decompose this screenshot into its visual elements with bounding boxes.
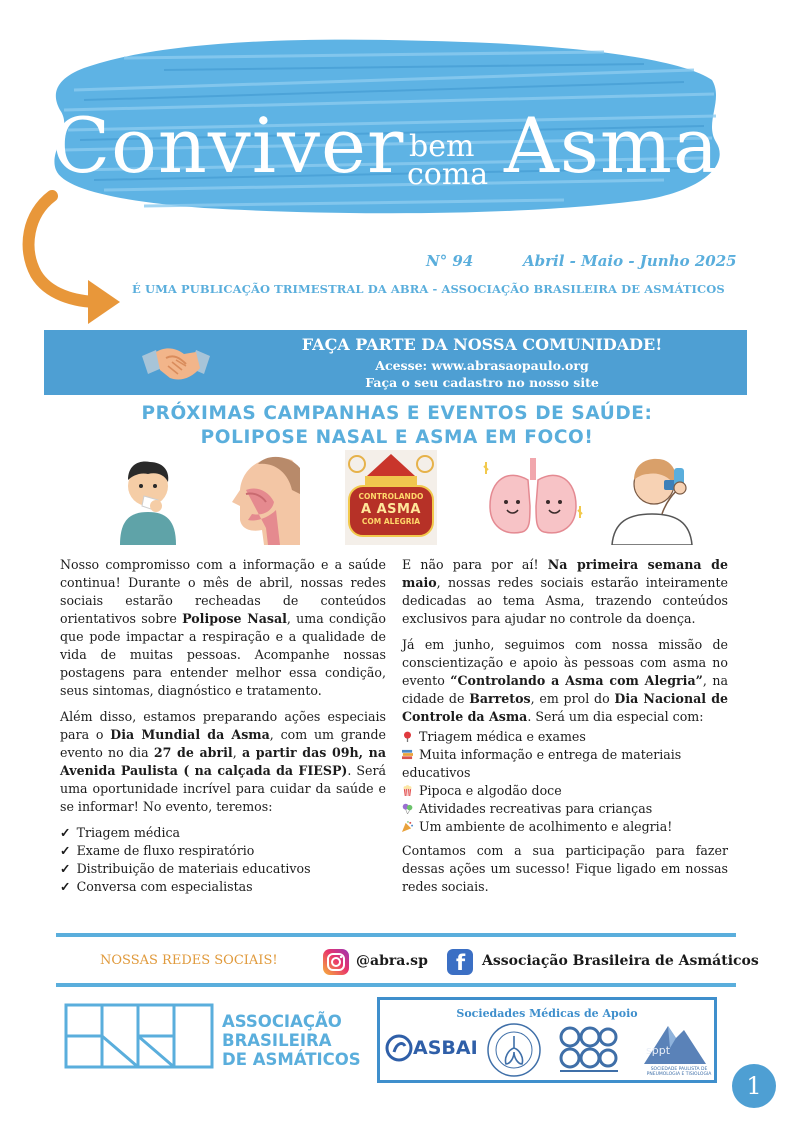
sppsp-logo-icon [556, 1024, 622, 1076]
balloons-icon [402, 803, 413, 814]
divider-bottom [56, 983, 736, 987]
check-icon: ✓ [60, 861, 71, 876]
party-icon [402, 821, 413, 832]
right-column [402, 556, 728, 904]
closing-paragraph: Contamos com a sua participação para fazer dessas ações um sucesso! Fique ligado em nossas redes sociais. [402, 843, 728, 894]
sppt-name: SOCIEDADE PAULISTA DE PNEUMOLOGIA E TISIOLOGIA [646, 1067, 712, 1077]
dia-mundial-paragraph: Além disso, estamos preparando ações especiais para o Dia Mundial da Asma, com um grande evento no dia 27 de abril, a partir das 09h, na Avenida Paulista ( na calçada da FIESP). Será uma oportunidade incrível para cuidar da saúde e se informar! No evento, teremos: [60, 709, 387, 814]
sbpt-seal-icon [486, 1022, 542, 1078]
check-icon: ✓ [60, 843, 71, 858]
instagram-icon[interactable] [323, 949, 349, 975]
sppt-logo-icon [640, 1020, 710, 1066]
abra-logo-icon [64, 1003, 214, 1069]
maio-paragraph: E não para por aí! Na primeira semana de maio, nossas redes sociais estarão inteiramente dedicadas ao tema Asma, trazendo conteúdos exclusivos para ajudar no controle da doença. [402, 557, 728, 626]
happy-lungs-illustration [478, 450, 588, 545]
poster-line-1: CONTROLANDO [358, 492, 424, 501]
social-label: NOSSAS REDES SOCIAIS! [100, 953, 278, 968]
list-item: ✓ Conversa com especialistas [60, 879, 253, 894]
divider-top [56, 933, 736, 937]
publication-subtitle: É UMA PUBLICAÇÃO TRIMESTRAL DA ABRA - ASSOCIAÇÃO BRASILEIRA DE ASMÁTICOS [132, 282, 725, 296]
sppt-abbr: sppt [646, 1044, 671, 1057]
banner-signup: Faça o seu cadastro no nosso site [365, 375, 599, 390]
check-icon: ✓ [60, 825, 71, 840]
list-item: ✓ Triagem médica [60, 825, 181, 840]
list-item: Triagem médica e exames [402, 728, 728, 746]
title-conviver: Conviver [52, 101, 405, 190]
event-activities-list [60, 824, 386, 896]
title-bem: bem [409, 129, 475, 164]
orange-arrow-icon [18, 188, 128, 328]
list-item: Atividades recreativas para crianças [402, 800, 728, 818]
facebook-icon[interactable] [447, 949, 473, 975]
title-coma: coma [407, 157, 489, 192]
child-tissue-illustration [112, 450, 184, 545]
check-icon: ✓ [60, 879, 71, 894]
issue-number: N° 94 [426, 252, 474, 270]
list-item: ✓ Distribuição de materiais educativos [60, 861, 311, 876]
facebook-f-glyph: f [456, 951, 466, 975]
list-item: ✓ Exame de fluxo respiratório [60, 843, 255, 858]
issue-date: Abril - Maio - Junho 2025 [523, 252, 737, 270]
heading-line-2: POLIPOSE NASAL E ASMA EM FOCO! [200, 427, 594, 448]
title-asma: Asma [504, 101, 720, 190]
inhaler-person-illustration [602, 450, 712, 545]
books-icon [402, 749, 413, 760]
list-item: Muita informação e entrega de materiais educativos [402, 747, 682, 780]
newsletter-title [52, 101, 752, 218]
event-poster-image [345, 450, 437, 545]
left-column [60, 556, 386, 900]
junho-paragraph: Já em junho, seguimos com nossa missão de conscientização e apoio às pessoas com asma no evento “Controlando a Asma com Alegria”, na cidade de Barretos, em prol do Dia Nacional de Controle da Asma. Será um dia especial com: [402, 637, 729, 724]
barretos-activities-list [402, 728, 728, 836]
facebook-page-name[interactable]: Associação Brasileira de Asmáticos [482, 953, 759, 969]
nasal-anatomy-illustration [222, 450, 304, 545]
poster-line-3: COM ALEGRIA [361, 517, 421, 526]
polipose-paragraph: Nosso compromisso com a informação e a saúde continua! Durante o mês de abril, nossas redes sociais estarão recheadas de conteúdos orientativos sobre Polipose Nasal, uma condição que pode impactar a respiração e a qualidade de vida de muitas pessoas. Acompanhe nossas postagens para entender melhor essa condição, seus sintomas, diagnóstico e tratamento. [60, 557, 386, 698]
poster-line-2: A ASMA [360, 502, 421, 517]
popcorn-icon [402, 785, 413, 796]
sponsors-title: Sociedades Médicas de Apoio [456, 1007, 638, 1020]
masthead [0, 0, 794, 330]
abra-name: ASSOCIAÇÃO BRASILEIRA DE ASMÁTICOS [222, 1012, 361, 1069]
heading-line-1: PRÓXIMAS CAMPANHAS E EVENTOS DE SAÚDE: [141, 403, 653, 424]
banner-website[interactable]: Acesse: www.abrasaopaulo.org [375, 358, 589, 373]
instagram-handle[interactable]: @abra.sp [356, 953, 428, 969]
list-item: Pipoca e algodão doce [402, 782, 728, 800]
asbai-logo-text: ASBAI [413, 1037, 478, 1059]
community-banner [44, 330, 747, 395]
supporting-societies-box [377, 997, 717, 1083]
asbai-logo-icon [385, 1034, 413, 1062]
list-item: Um ambiente de acolhimento e alegria! [402, 818, 728, 836]
pin-icon [402, 731, 413, 742]
section-heading [40, 402, 754, 450]
page-number: 1 [732, 1064, 776, 1108]
banner-title: FAÇA PARTE DA NOSSA COMUNIDADE! [301, 335, 663, 354]
handshake-icon [140, 334, 212, 390]
